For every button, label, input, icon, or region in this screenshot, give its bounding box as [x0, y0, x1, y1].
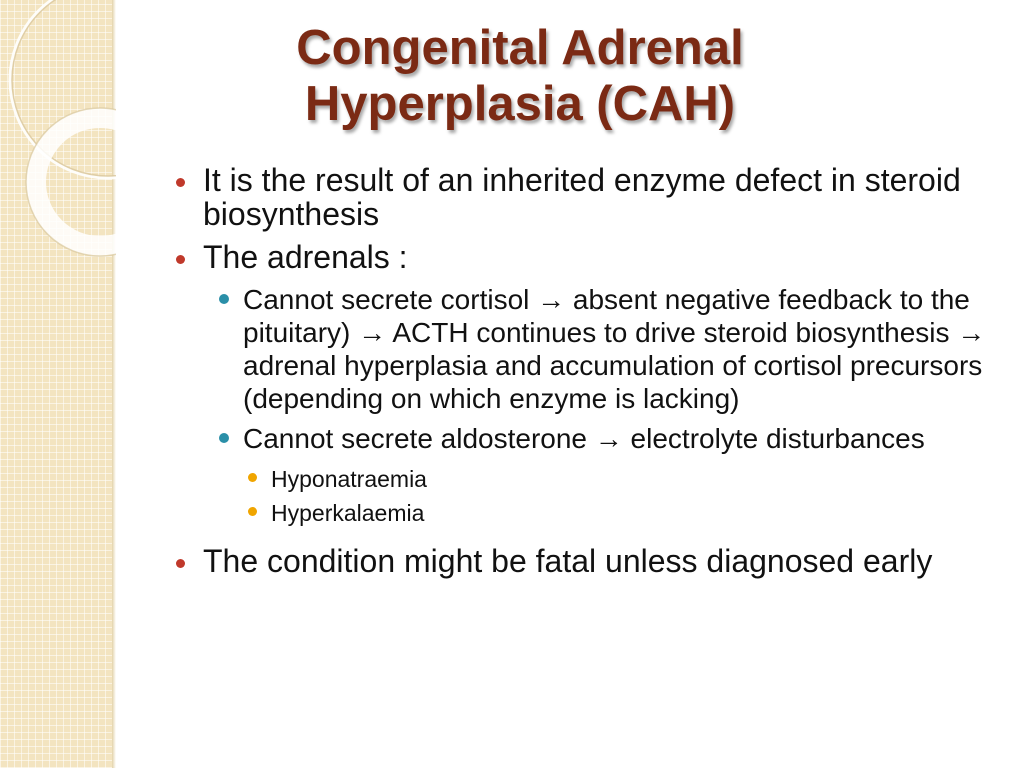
decorative-rings	[0, 0, 116, 260]
bullet-dot-icon	[176, 559, 185, 568]
bullet-text: The condition might be fatal unless diagnosed early	[203, 543, 933, 579]
bullet-text: Cannot secrete cortisol → absent negative feedback to the pituitary) → ACTH continues to drive steroid biosynthesis → adrenal hyperplasia and accumulation of cortisol precursors (depending on which enzyme is lacking)	[243, 284, 986, 414]
slide-title	[170, 20, 870, 132]
bullet-dot-icon	[219, 294, 229, 304]
bullet-text: Hyperkalaemia	[271, 500, 425, 526]
bullet-dot-icon	[176, 255, 185, 264]
title-line-2: Hyperplasia (CAH)	[304, 77, 736, 131]
subsubbullet-hyponatraemia	[170, 462, 1000, 496]
subbullet-aldosterone	[170, 422, 1000, 455]
bullet-dot-icon	[248, 473, 257, 482]
bullet-text: Hyponatraemia	[271, 466, 427, 492]
bullet-inherited-defect	[170, 163, 1000, 231]
subsubbullet-hyperkalaemia	[170, 496, 1000, 530]
bullet-text: Cannot secrete aldosterone → electrolyte disturbances	[243, 423, 925, 454]
bullet-dot-icon	[248, 507, 257, 516]
bullet-adrenals	[170, 240, 1000, 274]
title-line-1: Congenital Adrenal	[296, 21, 744, 75]
bullet-fatal-condition	[170, 544, 1000, 578]
bullet-text: The adrenals :	[203, 239, 408, 275]
subbullet-cortisol	[170, 283, 1000, 415]
bullet-dot-icon	[176, 178, 185, 187]
bullet-text: It is the result of an inherited enzyme defect in steroid biosynthesis	[203, 162, 961, 232]
slide-body	[170, 163, 1000, 587]
bullet-dot-icon	[219, 433, 229, 443]
